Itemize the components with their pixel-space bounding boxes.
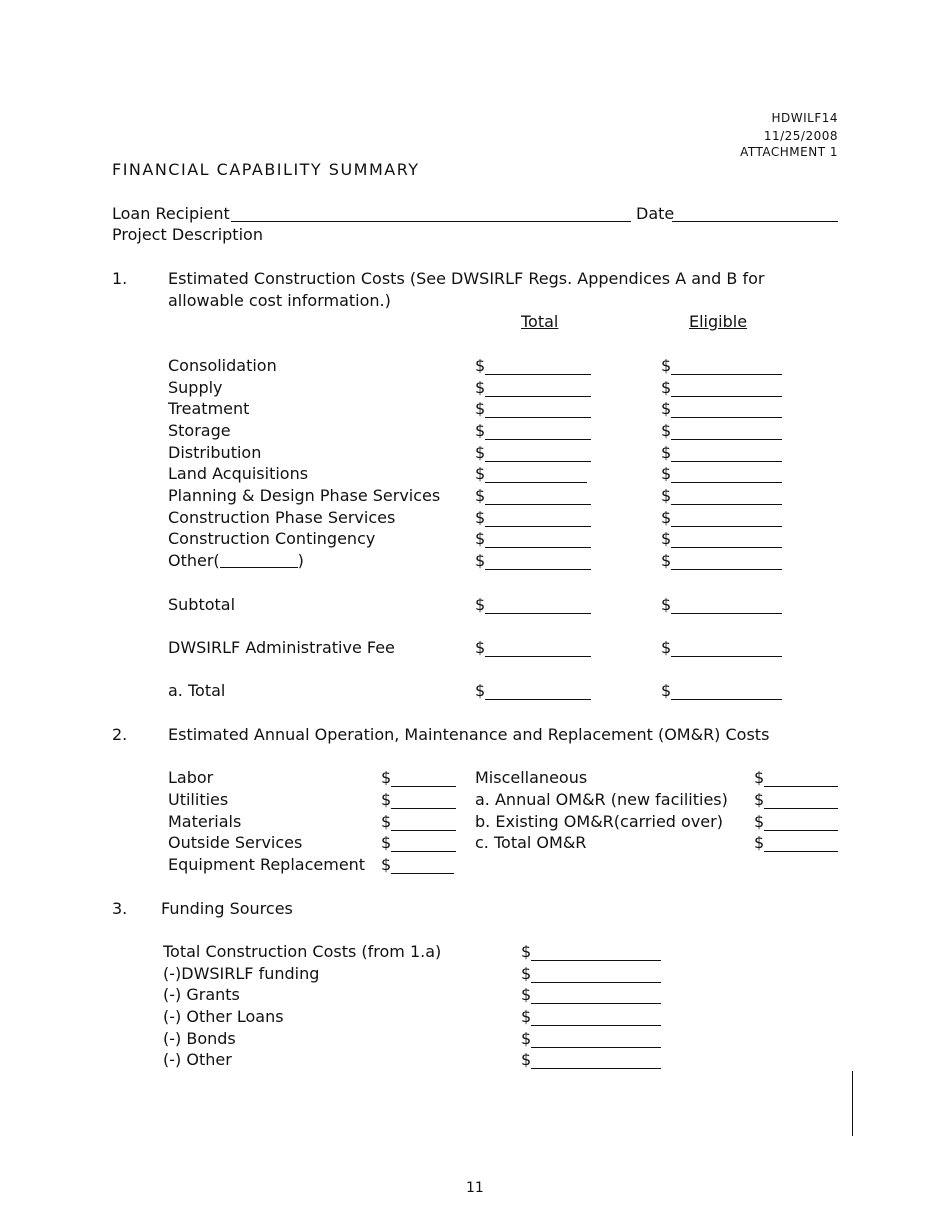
other-suffix: ) [297,551,304,570]
currency-sign: $ [521,1007,532,1026]
currency-sign: $ [661,399,672,418]
currency-sign: $ [475,638,486,657]
admin-fee-label: DWSIRLF Administrative Fee [168,638,395,657]
total-label: a. Total [168,681,226,700]
date-label: Date [636,204,675,223]
currency-sign: $ [381,812,392,831]
funding-item-label: (-) Other [163,1050,232,1069]
eligible-amount-field[interactable] [671,461,782,462]
omr-amount-field[interactable] [391,851,456,852]
total-amount-field[interactable] [485,482,587,483]
funding-item-label: (-)DWSIRLF funding [163,964,320,983]
cost-item-label: Consolidation [168,356,277,375]
currency-sign: $ [475,508,486,527]
currency-sign: $ [521,1050,532,1069]
grand-total-eligible-field[interactable] [671,699,782,700]
cost-item-label: Treatment [168,399,250,418]
page-title: FINANCIAL CAPABILITY SUMMARY [112,160,420,179]
eligible-amount-field[interactable] [671,439,782,440]
currency-sign: $ [661,681,672,700]
currency-sign: $ [661,551,672,570]
omr-amount-field[interactable] [764,808,838,809]
funding-item-label: (-) Other Loans [163,1007,284,1026]
currency-sign: $ [475,486,486,505]
currency-sign: $ [521,1029,532,1048]
total-amount-field[interactable] [485,461,591,462]
revision-change-bar [852,1071,853,1136]
eligible-amount-field[interactable] [671,547,782,548]
total-amount-field[interactable] [485,569,591,570]
cost-item-label: Construction Contingency [168,529,376,548]
column-header-total: Total [521,312,559,331]
omr-amount-field[interactable] [391,873,454,874]
section2-heading: Estimated Annual Operation, Maintenance and Replacement (OM&R) Costs [168,725,770,744]
eligible-amount-field[interactable] [671,417,782,418]
eligible-amount-field[interactable] [671,374,782,375]
funding-amount-field[interactable] [531,1025,661,1026]
currency-sign: $ [754,812,765,831]
omr-amount-field[interactable] [764,851,838,852]
cost-item-label: Distribution [168,443,262,462]
currency-sign: $ [475,378,486,397]
funding-amount-field[interactable] [531,982,661,983]
currency-sign: $ [475,595,486,614]
omr-item-label: Utilities [168,790,229,809]
omr-item-label: Outside Services [168,833,303,852]
currency-sign: $ [521,964,532,983]
cost-item-label: Land Acquisitions [168,464,309,483]
cost-item-label: Construction Phase Services [168,508,396,527]
subtotal-label: Subtotal [168,595,236,614]
currency-sign: $ [661,529,672,548]
omr-item-label: Equipment Replacement [168,855,366,874]
currency-sign: $ [661,421,672,440]
omr-item-label: c. Total OM&R [475,833,587,852]
admin-fee-total-field[interactable] [485,656,591,657]
funding-amount-field[interactable] [531,960,661,961]
grand-total-total-field[interactable] [485,699,591,700]
cost-item-other [168,551,304,571]
total-amount-field[interactable] [485,504,591,505]
currency-sign: $ [475,443,486,462]
omr-item-label: Labor [168,768,214,787]
currency-sign: $ [661,356,672,375]
column-header-eligible: Eligible [689,312,748,331]
currency-sign: $ [661,378,672,397]
total-amount-field[interactable] [485,526,591,527]
funding-amount-field[interactable] [531,1003,661,1004]
currency-sign: $ [475,356,486,375]
date-line[interactable] [672,221,838,222]
funding-amount-field[interactable] [531,1047,661,1048]
attachment-label: ATTACHMENT 1 [740,145,838,159]
subtotal-eligible-field[interactable] [671,613,782,614]
currency-sign: $ [754,833,765,852]
page-number: 11 [466,1180,484,1196]
currency-sign: $ [381,768,392,787]
eligible-amount-field[interactable] [671,396,782,397]
section3-number: 3. [112,899,128,918]
subtotal-total-field[interactable] [485,613,591,614]
omr-amount-field[interactable] [391,808,456,809]
currency-sign: $ [475,399,486,418]
currency-sign: $ [661,486,672,505]
currency-sign: $ [661,443,672,462]
admin-fee-eligible-field[interactable] [671,656,782,657]
form-id: HDWILF14 [771,111,838,125]
currency-sign: $ [475,529,486,548]
funding-item-label: (-) Bonds [163,1029,236,1048]
cost-item-label: Planning & Design Phase Services [168,486,441,505]
loan-recipient-line[interactable] [231,221,631,222]
loan-recipient-label: Loan Recipient [112,204,230,223]
currency-sign: $ [521,985,532,1004]
currency-sign: $ [475,421,486,440]
other-prefix: Other( [168,551,220,570]
cost-item-label: Supply [168,378,223,397]
omr-amount-field[interactable] [764,830,838,831]
omr-amount-field[interactable] [391,830,456,831]
section3-heading: Funding Sources [161,899,293,918]
funding-item-label: (-) Grants [163,985,240,1004]
currency-sign: $ [661,508,672,527]
eligible-amount-field[interactable] [671,504,782,505]
currency-sign: $ [475,551,486,570]
omr-item-label: a. Annual OM&R (new facilities) [475,790,728,809]
currency-sign: $ [381,790,392,809]
omr-item-label: Miscellaneous [475,768,588,787]
omr-item-label: Materials [168,812,242,831]
section2-number: 2. [112,725,128,744]
form-date: 11/25/2008 [763,129,838,143]
section1-heading: Estimated Construction Costs (See DWSIRLF Regs. Appendices A and B for [168,269,765,288]
currency-sign: $ [754,768,765,787]
funding-amount-field[interactable] [531,1068,661,1069]
omr-item-label: b. Existing OM&R(carried over) [475,812,723,831]
total-amount-field[interactable] [485,547,591,548]
cost-item-label: Storage [168,421,231,440]
currency-sign: $ [475,681,486,700]
total-amount-field[interactable] [485,396,591,397]
total-amount-field[interactable] [485,439,591,440]
currency-sign: $ [754,790,765,809]
currency-sign: $ [661,595,672,614]
eligible-amount-field[interactable] [671,482,782,483]
currency-sign: $ [381,833,392,852]
currency-sign: $ [381,855,392,874]
project-description-label: Project Description [112,225,263,244]
eligible-amount-field[interactable] [671,569,782,570]
other-specify-line[interactable] [220,553,298,568]
omr-amount-field[interactable] [391,786,456,787]
eligible-amount-field[interactable] [671,526,782,527]
currency-sign: $ [475,464,486,483]
currency-sign: $ [521,942,532,961]
section1-heading-cont: allowable cost information.) [168,291,391,310]
section1-number: 1. [112,269,128,288]
total-amount-field[interactable] [485,374,591,375]
total-amount-field[interactable] [485,417,591,418]
currency-sign: $ [661,464,672,483]
funding-item-label: Total Construction Costs (from 1.a) [163,942,442,961]
currency-sign: $ [661,638,672,657]
omr-amount-field[interactable] [764,786,838,787]
